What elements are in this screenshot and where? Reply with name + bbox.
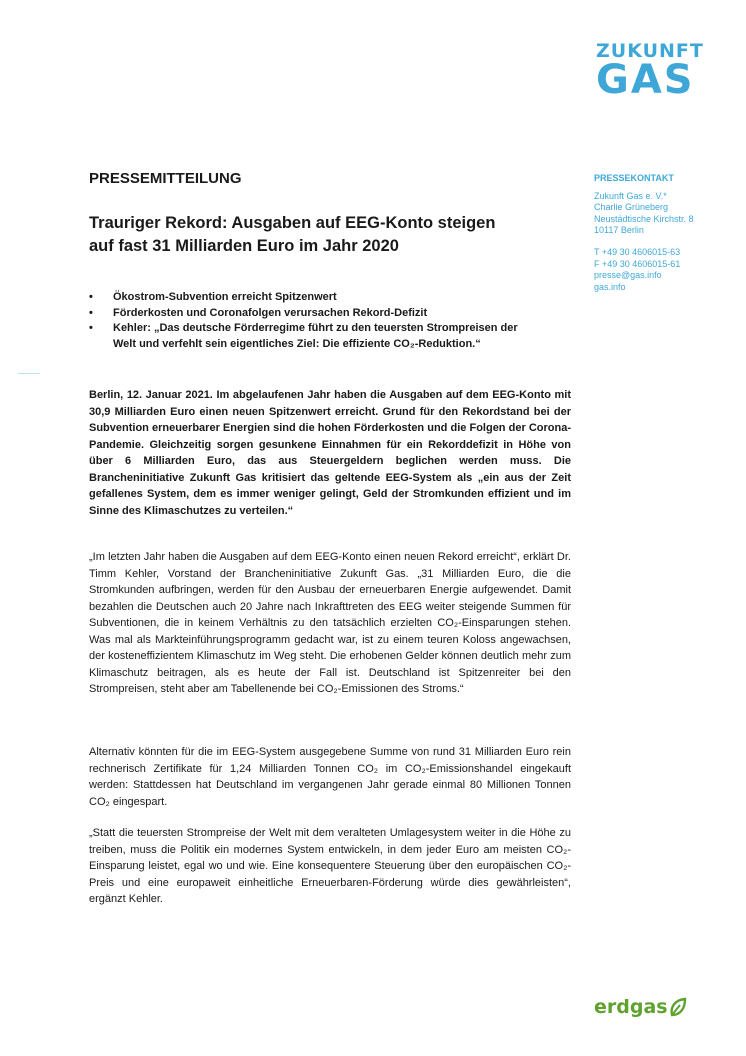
body-paragraph: Alternativ könnten für die im EEG-System ausgegebene Summe von rund 31 Milliarden Euro rein rechnerisch Zertifikate für 1,24 Milliarden Tonnen CO₂ im CO₂-Emissionshandel eingekauft werden: Stattdessen hat Deutschland im vergangenen Jahr gerade einmal 80 Millionen Tonnen CO₂ eingespart. xyxy=(89,746,571,808)
bullet-icon: • xyxy=(89,306,93,319)
margin-mark xyxy=(18,373,40,374)
erdgas-logo xyxy=(594,996,687,1018)
contact-org: Zukunft Gas e. V.* xyxy=(594,190,667,201)
leaf-icon xyxy=(669,997,687,1017)
zukunft-gas-logo xyxy=(596,40,704,103)
contact-fax: F +49 30 4606015-61 xyxy=(594,258,681,269)
lead-paragraph: Berlin, 12. Januar 2021. Im abgelaufenen Jahr haben die Ausgaben auf dem EEG-Konto mit 30,9 Milliarden Euro einen neuen Spitzenwert erreicht. Grund für den Rekordstand bei der Subvention erneuerbarer Energien sind die hohen Förderkosten und die Folgen der Corona-Pandemie. Gleichzeitig sorgen gesunkene Einnahmen für ein Rekorddefizit in Höhe von über 6 Milliarden Euro, das aus Steuergeldern beglichen werden muss. Die Brancheninitiative Zukunft Gas kritisiert das geltende EEG-System als „ein aus der Zeit gefallenes System, dem es immer weniger gelingt, Geld der Stromkunden effizient und im Sinne des Klimaschutzes zu verteilen.“ xyxy=(89,389,571,517)
contact-city: 10117 Berlin xyxy=(594,225,644,236)
contact-street: Neustädtische Kirchstr. 8 xyxy=(594,213,694,224)
contact-website[interactable]: gas.info xyxy=(594,281,626,292)
press-contact xyxy=(594,173,724,293)
contact-name: Charlie Grüneberg xyxy=(594,202,669,213)
erdgas-wordmark: erdgas xyxy=(594,996,668,1018)
quote-paragraph: „Im letzten Jahr haben die Ausgaben auf dem EEG-Konto einen neuen Rekord erreicht“, erklärt Dr. Timm Kehler, Vorstand der Brancheninitiative Zukunft Gas. „31 Milliarden Euro, die die Stromkunden aufbringen, werden für den Ausbau der erneuerbaren Energie aufgewendet. Damit bezahlen die Deutschen auch 20 Jahre nach Inkrafttreten des EEG weiter steigende Summen für Subventionen, die in keinem Verhältnis zu den tatsächlich erzielten CO₂-Einsparungen stehen. Was mal als Markteinführungsprogramm gedacht war, ist zu einem teuren Koloss angewachsen, der kosteneffizientem Klimaschutz im Weg steht. Die erhobenen Gelder können deutlich mehr zum Klimaschutz beitragen, als es heute der Fall ist. Deutschland ist Spitzenreiter bei den Strompreisen, steht aber am Tabellenende bei CO₂-Emissionen des Stroms.“ xyxy=(89,551,571,695)
document-type: PRESSEMITTEILUNG xyxy=(89,170,242,187)
closing-quote-paragraph: „Statt die teuersten Strompreise der Welt mit dem veralteten Umlagesystem weiter in die Höhe zu treiben, muss die Politik ein modernes System entwickeln, in dem jeder Euro am meisten CO₂-Einsparung leistet, egal wo und wie. Eine konsequentere Steuerung über den europäischen CO₂-Preis und eine europaweit einheitliche Erneuerbaren-Förderung würde dies gewährleisten“, ergänzt Kehler. xyxy=(89,827,571,905)
bullet-icon: • xyxy=(89,291,93,303)
bullet-item: • Ökostrom-Subvention erreicht Spitzenwert xyxy=(89,290,529,306)
bullet-item: • Kehler: „Das deutsche Förderregime führt zu den teuersten Strompreisen der Welt und verfehlt sein eigentliches Ziel: Die effiziente CO₂-Reduktion.“ xyxy=(89,322,518,350)
logo-line-1: ZUKUNFT xyxy=(596,40,704,62)
contact-email[interactable]: presse@gas.info xyxy=(594,270,662,281)
bullet-item: • Förderkosten und Coronafolgen verursachen Rekord-Defizit xyxy=(89,306,529,322)
contact-phone: T +49 30 4606015-63 xyxy=(594,246,681,257)
headline: Trauriger Rekord: Ausgaben auf EEG-Konto steigen auf fast 31 Milliarden Euro im Jahr 2020 xyxy=(89,214,496,255)
contact-heading: PRESSEKONTAKT xyxy=(594,173,674,183)
summary-bullets xyxy=(89,290,529,352)
bullet-icon: • xyxy=(89,322,93,334)
logo-line-2: GAS xyxy=(596,57,695,103)
